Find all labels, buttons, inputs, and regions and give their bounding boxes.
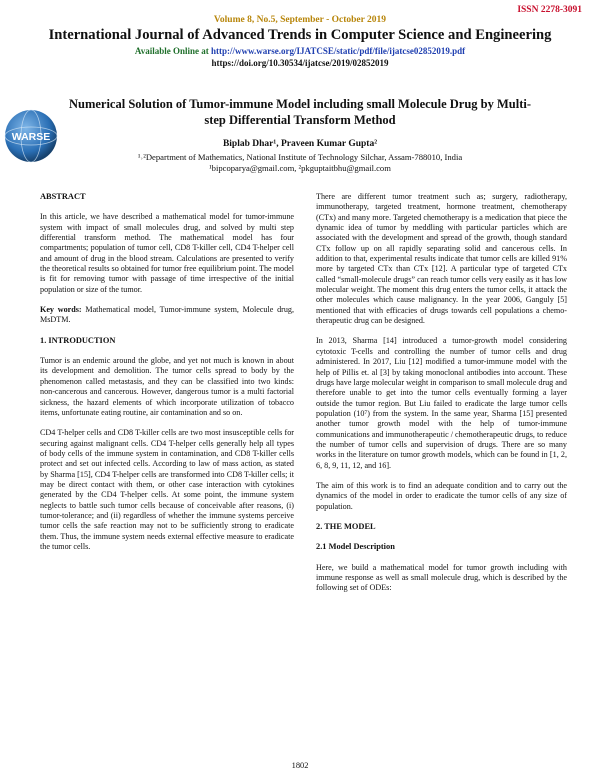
author-emails: ¹bipcoparya@gmail.com, ²pkguptaitbhu@gmail.com xyxy=(209,163,391,173)
right-paragraph-3: The aim of this work is to find an adequate condition and to carry out the dynamics of the model in order to eradicate the tumor cells of any size of population. xyxy=(316,480,567,511)
right-paragraph-2: In 2013, Sharma [14] introduced a tumor-growth model considering cytotoxic T-cells and controlling the number of tumor cells and drug administered. In 2017, Liu [12] modified a tumor-immune model with the help of Pillis et. al [3] by taking monoclonal antibodies into account. These drugs have large molecular weight in comparison to small molecule drug and therefore unable to get into the tumor cells eventually forming a layer outside the tumor region. But Liu failed to eradicate the large tumor cells population (10⁷) from the system. In the same year, Sharma [15] presented another tumor growth model with the help of tumor-immune communications and immunotherapeutic / chemotherapeutic drugs, to reduce the number of tumor cells and supervision of drugs. There are so many works in the literature on tumor growth models, which can be found in [1, 2, 6, 8, 9, 11, 12, and 16]. xyxy=(316,336,567,470)
intro-paragraph-1: Tumor is an endemic around the globe, and yet not much is known in about its development and demolition. The tumor cells spread to body by the phenomenon called metastasis, and they can be classified into two kinds: non-cancerous and cancerous. However, dangerous tumor is a multi factorial sickness, the hazard elements of which incorporate utilization of tobacco items, unfortunate eating routine, air contamination and so on. xyxy=(40,356,294,417)
intro-heading: 1. INTRODUCTION xyxy=(40,335,116,345)
doi-link[interactable]: https://doi.org/10.30534/ijatcse/2019/02852019 xyxy=(211,58,389,68)
keywords xyxy=(40,305,294,326)
abstract-text: In this article, we have described a mathematical model for tumor-immune system with impact of small molecules drug, and solved by multi step differential transform method. The mathematical model has four compartments; population of tumor cell, CD8 T-killer cell, CD4 T-helper cell and amount of drug in the blood stream. Calculations are presented to verify the theoretical results so obtained for tumor free equilibrium point. The model is fit for removing tumor with passage of time irrespective of the initial population or size of the tumor. xyxy=(40,212,294,294)
logo-text: WARSE xyxy=(11,131,51,143)
intro-paragraph-2: CD4 T-helper cells and CD8 T-killer cells are two most insusceptible cells for securing against malignant cells. CD4 T-helper cells generally help all types of body cells of the immune system in contamination, and CD8 T-killer cells protect and set out infected cells. According to law of mass action, as stated by Sharma [15], CD4 T-helper cells are transformed into CD8 T-killer cells; it may be direct contact with them, or other case interaction with cytokines generated by the CD4 T-helper cells. At some point, the immune system neglects to battle such tumor cells because of conceivable after reasons, (i) tumor-tolerance; and (ii) regardless of whether the immune systems perceive tumor cells the safe reaction may not to be sufficiently strong to eradicate them. Thus, the immune system needs external effective measure to eradicate the tumor cells. xyxy=(40,428,294,551)
journal-title: International Journal of Advanced Trends in Computer Science and Engineering xyxy=(48,27,552,43)
left-column xyxy=(40,192,294,562)
right-column xyxy=(316,192,567,604)
affiliation: ¹˒²Department of Mathematics, National Institute of Technology Silchar, Assam-788010, India xyxy=(137,152,463,162)
online-url-link[interactable]: http://www.warse.org/IJATCSE/static/pdf/file/ijatcse02852019.pdf xyxy=(211,46,466,56)
online-label: Available Online at xyxy=(134,46,209,56)
right-paragraph-1: There are different tumor treatment such as; surgery, radiotherapy, immunotherapy, targeted treatment, hormone treatment, chemotherapy (CTx) and many more. Targeted chemotherapy is a medication that piece the dynamic idea of tumor by meddling with particular particles which are associated with the development and spread of the growth, though standard CTx follow up on all rapidly separating solid and cancerous cells. In addition to that, experimental results indicate that tumor cells are killed 91% more by targeted CTx than CTx [12]. A particular type of targeted CTx called “small-molecule drugs” can reach tumor cells very easily as it has low molecular weight. The moment this drug enters the tumor cells, it attack the other molecules which cause malignancy. In the year 2006, Ganguly [5] mentioned that with efficacies of drugs towards cell populations a chemo-therapeutic drug can be designed. xyxy=(316,192,567,326)
model-description-heading: 2.1 Model Description xyxy=(316,542,395,552)
model-heading: 2. THE MODEL xyxy=(316,521,376,531)
paper-title: Numerical Solution of Tumor-immune Model including small Molecule Drug by Multi-step Differential Transform Method xyxy=(68,97,532,127)
abstract-heading: ABSTRACT xyxy=(40,192,86,201)
keywords-text: Mathematical model, Tumor-immune system, Molecule drug, MsDTM. xyxy=(40,305,294,325)
right-paragraph-4: Here, we build a mathematical model for tumor growth including with immune response as well as small molecule drug, which is described by the following set of ODEs: xyxy=(316,562,567,593)
page-number: 1802 xyxy=(291,761,309,770)
keywords-label: Key words: xyxy=(40,305,82,315)
online-availability xyxy=(0,46,600,56)
volume-info: Volume 8, No.5, September - October 2019 xyxy=(213,15,387,25)
issn-label: ISSN 2278-3091 xyxy=(517,5,582,15)
authors: Biplab Dhar¹, Praveen Kumar Gupta² xyxy=(222,139,378,149)
